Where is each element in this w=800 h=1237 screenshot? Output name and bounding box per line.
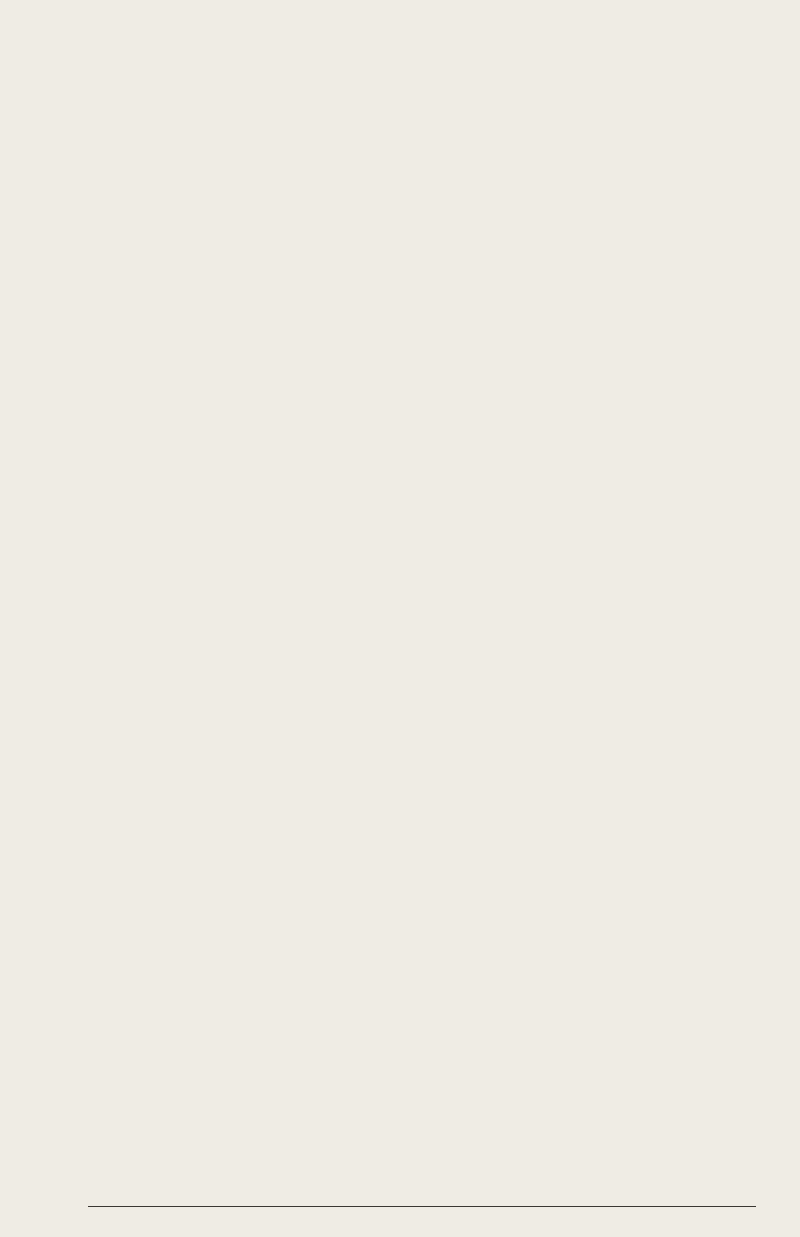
footnote-rule (88, 1206, 756, 1207)
